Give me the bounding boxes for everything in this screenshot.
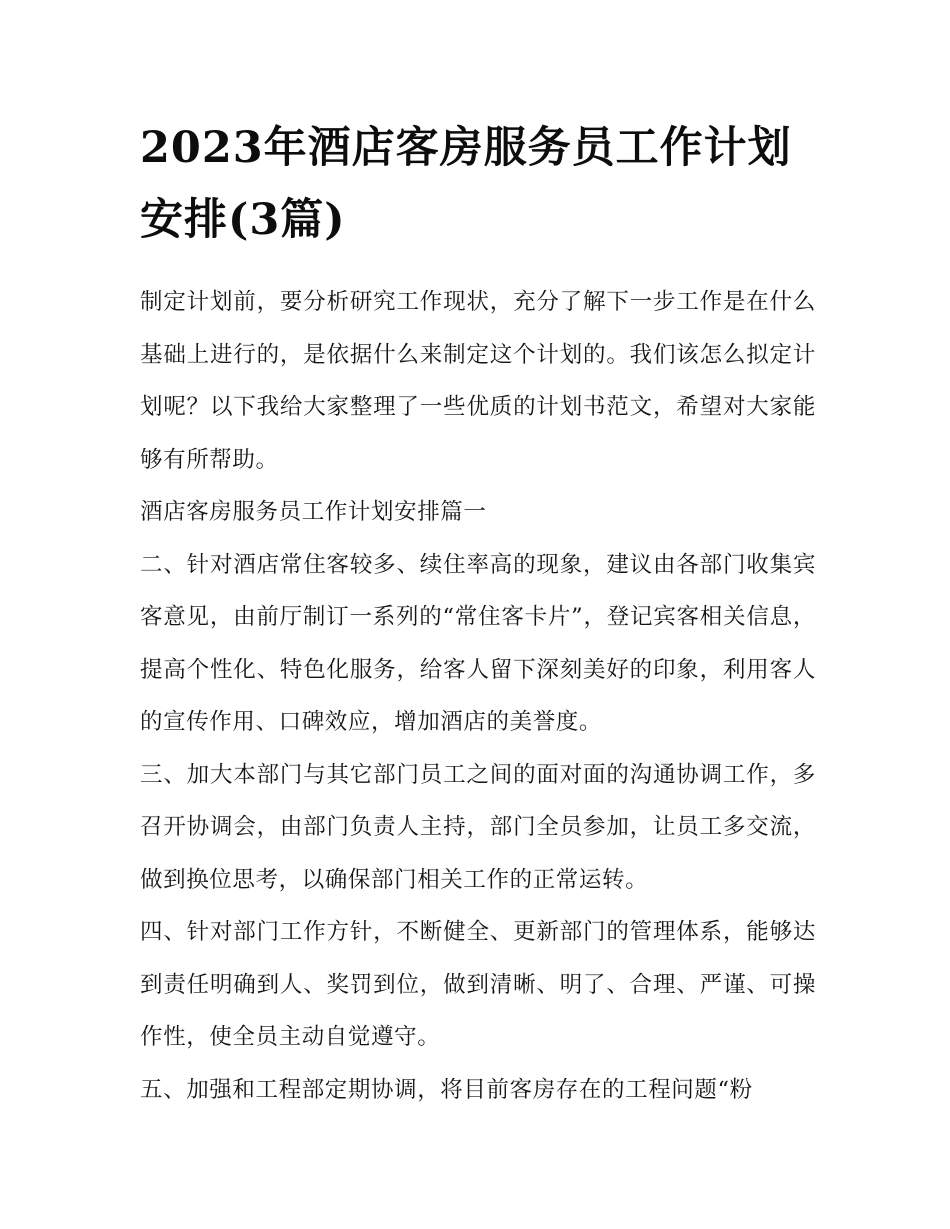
document-body [140, 276, 816, 1116]
paragraph-item-3: 三、加大本部门与其它部门员工之间的面对面的沟通协调工作，多召开协调会，由部门负责人主持，部门全员参加，让员工多交流，做到换位思考，以确保部门相关工作的正常运转。 [140, 761, 816, 893]
paragraph-item-5: 五、加强和工程部定期协调，将目前客房存在的工程问题“粉 [140, 1076, 753, 1103]
paragraph-item-4: 四、针对部门工作方针，不断健全、更新部门的管理体系，能够达到责任明确到人、奖罚到位，做到清晰、明了、合理、严谨、可操作性，使全员主动自觉遵守。 [140, 919, 816, 1050]
section-heading: 酒店客房服务员工作计划安排篇一 [140, 499, 487, 525]
intro-paragraph: 制定计划前，要分析研究工作现状，充分了解下一步工作是在什么基础上进行的，是依据什么来制定这个计划的。我们该怎么拟定计划呢？以下我给大家整理了一些优质的计划书范文，希望对大家能够有所帮助。 [140, 289, 816, 473]
document-title: 2023年酒店客房服务员工作计划安排(3篇) [140, 123, 792, 245]
paragraph-item-2: 二、针对酒店常住客较多、续住率高的现象，建议由各部门收集宾客意见，由前厅制订一系列的“常住客卡片”，登记宾客相关信息，提高个性化、特色化服务，给客人留下深刻美好的印象，利用客人的宣传作用、口碑效应，增加酒店的美誉度。 [140, 551, 816, 735]
